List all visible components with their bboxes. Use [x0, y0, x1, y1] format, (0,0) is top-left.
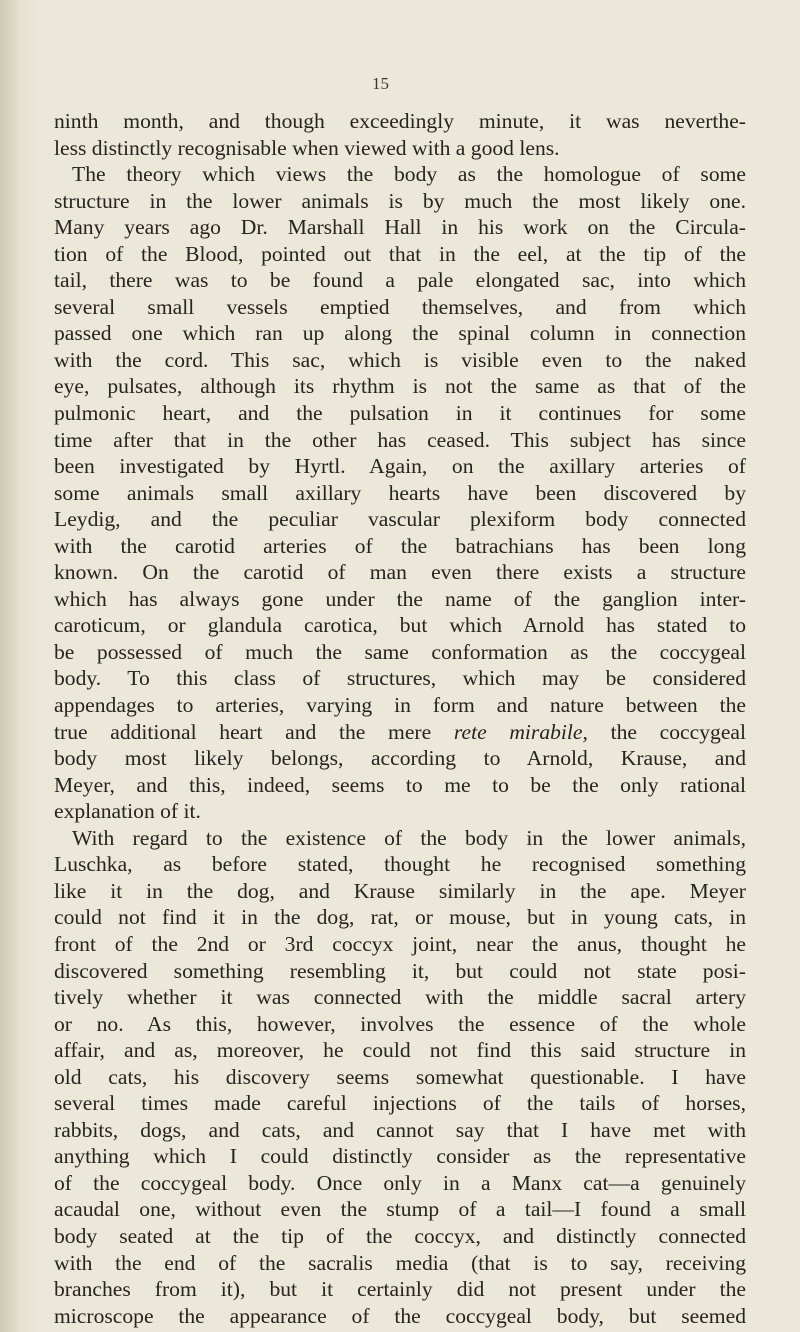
text-line: be possessed of much the same conformation as the coccygeal — [54, 639, 746, 664]
text-line: with the cord. This sac, which is visible even to the naked — [54, 347, 746, 372]
text-line: with the carotid arteries of the batrachians has been long — [54, 533, 746, 558]
text-line: affair, and as, moreover, he could not find this said structure in — [54, 1038, 746, 1063]
text-line: some animals small axillary hearts have been discovered by — [54, 480, 746, 505]
text-line: known. On the carotid of man even there exists a structure — [54, 560, 746, 585]
text-line: several small vessels emptied themselves, and from which — [54, 294, 746, 319]
text-line: The theory which views the body as the homologue of some — [72, 162, 746, 187]
text-line: less distinctly recognisable when viewed with a good lens. — [54, 135, 560, 160]
text-fragment: the coccygeal — [610, 719, 746, 744]
text-line: body most likely belongs, according to Arnold, Krause, and — [54, 746, 746, 771]
text-line: tail, there was to be found a pale elongated sac, into which — [54, 268, 746, 293]
text-line: which has always gone under the name of the ganglion inter- — [54, 586, 746, 611]
text-line: structure in the lower animals is by much the most likely one. — [54, 188, 746, 213]
text-line: With regard to the existence of the body in the lower animals, — [72, 825, 746, 850]
text-line: time after that in the other has ceased. This subject has since — [54, 427, 746, 452]
text-line: passed one which ran up along the spinal column in connection — [54, 321, 746, 346]
text-line: tion of the Blood, pointed out that in the eel, at the tip of the — [54, 241, 746, 266]
text-line: could not find it in the dog, rat, or mouse, but in young cats, in — [54, 905, 746, 930]
text-line: acaudal one, without even the stump of a tail—I found a small — [54, 1197, 746, 1222]
body-text — [54, 108, 746, 1329]
text-line: eye, pulsates, although its rhythm is not the same as that of the — [54, 374, 746, 399]
text-line: anything which I could distinctly consider as the representative — [54, 1144, 746, 1169]
text-line: microscope the appearance of the coccygeal body, but seemed — [54, 1303, 746, 1328]
text-line: pulmonic heart, and the pulsation in it continues for some — [54, 401, 746, 426]
page-binding-edge — [0, 0, 18, 1332]
text-line: branches from it), but it certainly did not present under the — [54, 1277, 746, 1302]
text-fragment: true additional heart and the mere — [54, 719, 432, 744]
text-line: Luschka, as before stated, thought he recognised something — [54, 852, 746, 877]
page-number: 15 — [372, 74, 389, 93]
text-line: discovered something resembling it, but could not state posi- — [54, 958, 746, 983]
text-line: Many years ago Dr. Marshall Hall in his work on the Circula- — [54, 215, 746, 240]
text-line: tively whether it was connected with the middle sacral artery — [54, 985, 746, 1010]
text-line: or no. As this, however, involves the essence of the whole — [54, 1011, 746, 1036]
text-line: several times made careful injections of the tails of horses, — [54, 1091, 746, 1116]
text-line: like it in the dog, and Krause similarly in the ape. Meyer — [54, 878, 746, 903]
text-line: Leydig, and the peculiar vascular plexiform body connected — [54, 507, 746, 532]
text-line: front of the 2nd or 3rd coccyx joint, near the anus, thought he — [54, 931, 746, 956]
text-line: explanation of it. — [54, 799, 201, 824]
text-line: of the coccygeal body. Once only in a Manx cat—a genuinely — [54, 1170, 746, 1195]
text-line: body. To this class of structures, which may be considered — [54, 666, 746, 691]
text-line: old cats, his discovery seems somewhat questionable. I have — [54, 1064, 746, 1089]
text-line: Meyer, and this, indeed, seems to me to be the only rational — [54, 772, 746, 797]
text-line: body seated at the tip of the coccyx, and distinctly connected — [54, 1223, 746, 1248]
text-line-with-italic — [54, 719, 746, 746]
text-line: with the end of the sacralis media (that is to say, receiving — [54, 1250, 746, 1275]
text-line: rabbits, dogs, and cats, and cannot say that I have met with — [54, 1117, 746, 1142]
text-line: appendages to arteries, varying in form and nature between the — [54, 693, 746, 718]
italic-term: rete mirabile, — [453, 719, 588, 744]
text-line: ninth month, and though exceedingly minute, it was neverthe- — [54, 109, 746, 133]
text-line: been investigated by Hyrtl. Again, on the axillary arteries of — [54, 454, 746, 479]
text-line: caroticum, or glandula carotica, but which Arnold has stated to — [54, 613, 746, 638]
